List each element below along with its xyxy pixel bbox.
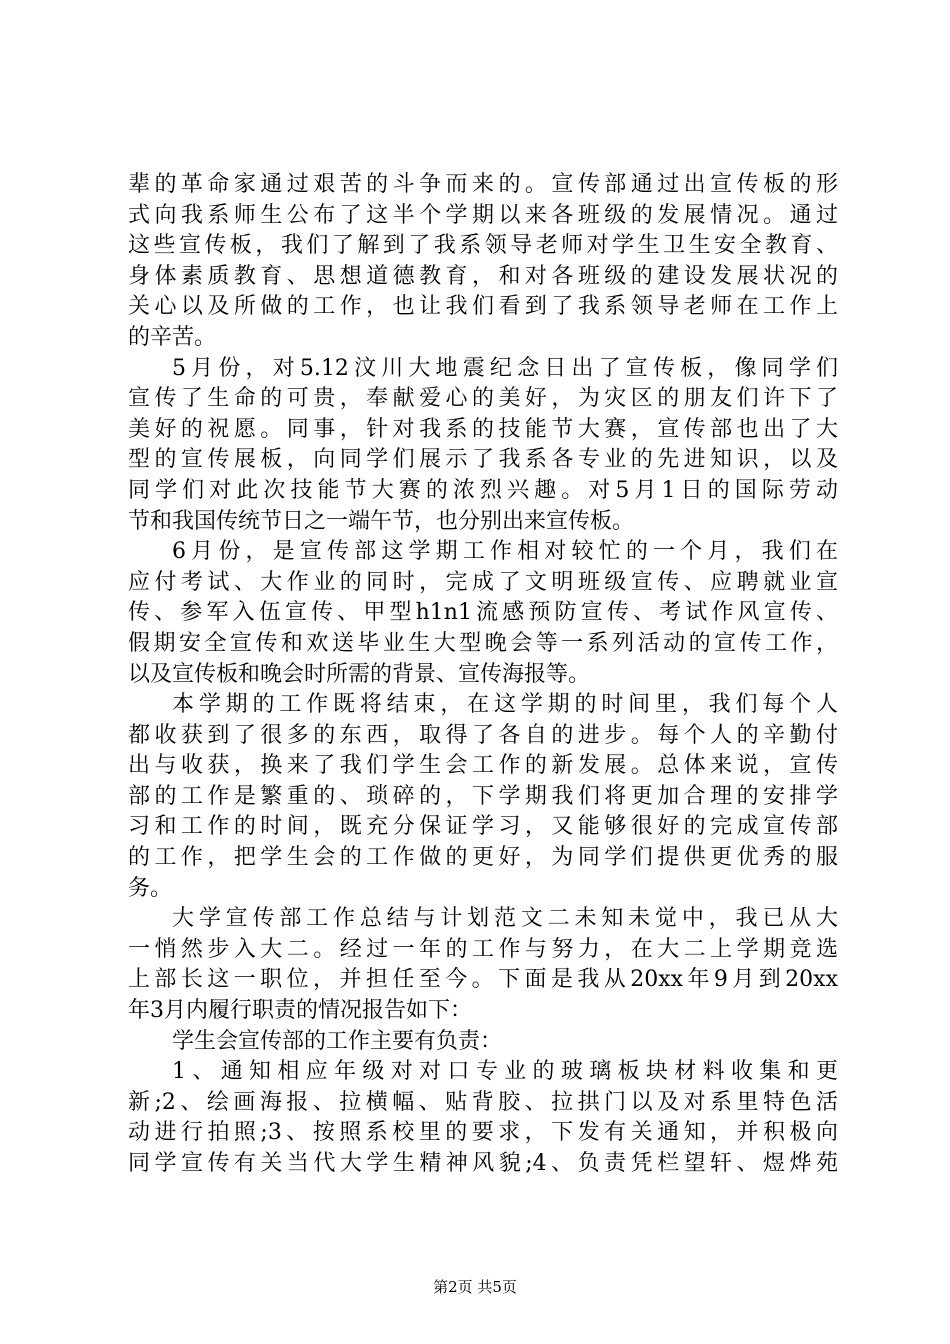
text-line: 假期安全宣传和欢送毕业生大型晚会等一系列活动的宣传工作， <box>128 630 838 656</box>
text-line: 上部长这一职位，并担任至今。下面是我从20xx年9月到20xx <box>128 967 838 993</box>
paragraph-start-line: 5月份，对5.12汶川大地震纪念日出了宣传板，像同学们 <box>172 355 838 381</box>
text-line: 这些宣传板，我们了解到了我系领导老师对学生卫生安全教育、 <box>128 233 838 259</box>
text-line: 以及宣传板和晚会时所需的背景、宣传海报等。 <box>128 661 591 687</box>
paragraph-start-line: 本学期的工作既将结束，在这学期的时间里，我们每个人 <box>172 692 838 718</box>
text-line: 务。 <box>128 875 173 901</box>
text-line: 同学们对此次技能节大赛的浓烈兴趣。对5月1日的国际劳动 <box>128 477 838 503</box>
text-line: 传、参军入伍宣传、甲型h1n1流感预防宣传、考试作风宣传、 <box>128 600 838 626</box>
text-line: 应付考试、大作业的同时，完成了文明班级宣传、应聘就业宣 <box>128 569 838 595</box>
text-line: 身体素质教育、思想道德教育，和对各班级的建设发展状况的 <box>128 263 838 289</box>
text-line: 美好的祝愿。同事，针对我系的技能节大赛，宣传部也出了大 <box>128 416 838 442</box>
paragraph-start-line: 大学宣传部工作总结与计划范文二未知未觉中，我已从大 <box>172 906 838 932</box>
text-line: 宣传了生命的可贵，奉献爱心的美好，为灾区的朋友们许下了 <box>128 386 838 412</box>
text-line: 的工作，把学生会的工作做的更好，为同学们提供更优秀的服 <box>128 845 838 871</box>
text-line: 动进行拍照;3、按照系校里的要求，下发有关通知，并积极向 <box>128 1120 838 1146</box>
text-line: 型的宣传展板，向同学们展示了我系各专业的先进知识，以及 <box>128 447 838 473</box>
document-body <box>128 170 838 1180</box>
text-line: 年3月内履行职责的情况报告如下： <box>128 998 472 1024</box>
text-line: 新;2、绘画海报、拉横幅、贴背胶、拉拱门以及对系里特色活 <box>128 1089 838 1115</box>
paragraph-start-line: 1、通知相应年级对对口专业的玻璃板块材料收集和更 <box>172 1059 838 1085</box>
text-line: 辈的革命家通过艰苦的斗争而来的。宣传部通过出宣传板的形 <box>128 172 838 197</box>
page-number-footer: 第2页 共5页 <box>433 1278 517 1296</box>
text-line: 都收获到了很多的东西，取得了各自的进步。每个人的辛勤付 <box>128 722 838 748</box>
text-line: 节和我国传统节日之一端午节，也分别出来宣传板。 <box>128 508 635 534</box>
paragraph-start-line: 学生会宣传部的工作主要有负责： <box>172 1028 503 1054</box>
paragraph-start-line: 6月份，是宣传部这学期工作相对较忙的一个月，我们在 <box>172 539 838 565</box>
text-line: 习和工作的时间，既充分保证学习，又能够很好的完成宣传部 <box>128 814 838 840</box>
text-line: 出与收获，换来了我们学生会工作的新发展。总体来说，宣传 <box>128 753 838 779</box>
text-line: 一悄然步入大二。经过一年的工作与努力，在大二上学期竞选 <box>128 936 838 962</box>
text-line: 关心以及所做的工作，也让我们看到了我系领导老师在工作上 <box>128 294 838 320</box>
text-line: 同学宣传有关当代大学生精神风貌;4、负责凭栏望轩、煜烨苑 <box>128 1151 838 1176</box>
text-line: 的辛苦。 <box>128 324 217 350</box>
text-line: 部的工作是繁重的、琐碎的，下学期我们将更加合理的安排学 <box>128 783 838 809</box>
text-line: 式向我系师生公布了这半个学期以来各班级的发展情况。通过 <box>128 202 838 228</box>
